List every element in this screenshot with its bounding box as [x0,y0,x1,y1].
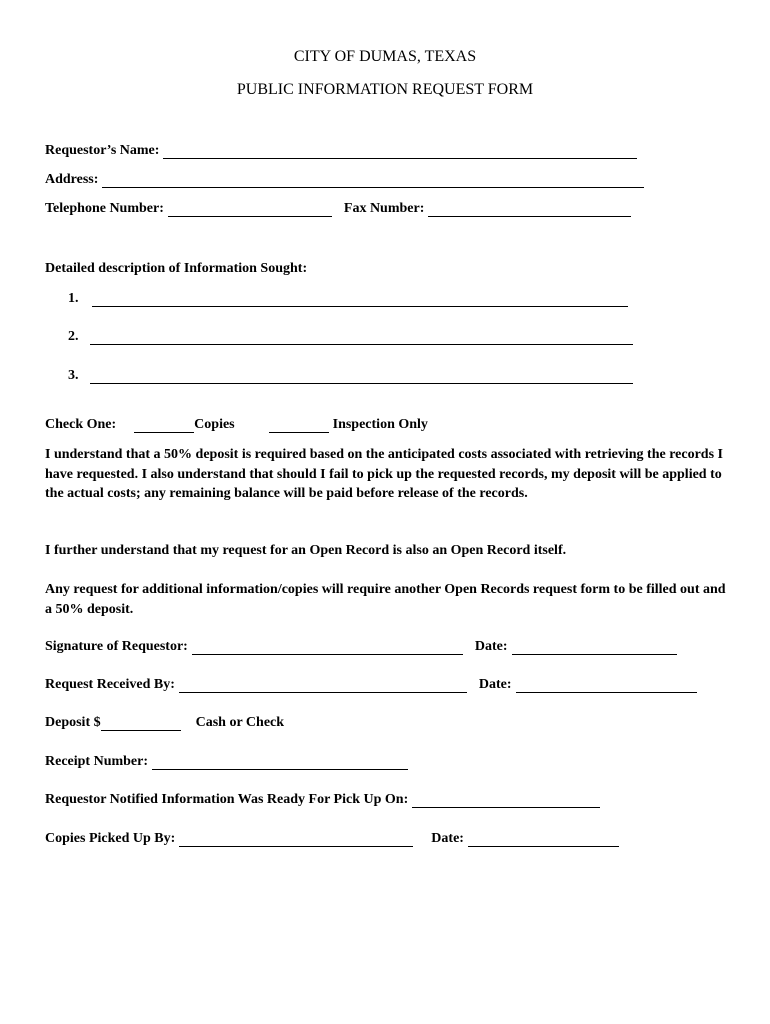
requestor-name-row [45,143,637,159]
additional-request-paragraph [45,580,730,619]
description-field-2[interactable] [90,332,633,345]
cash-or-check-label: Cash or Check [195,715,285,730]
receipt-number-field[interactable] [152,757,408,770]
telephone-field[interactable] [168,204,332,217]
deposit-label: Deposit $ [45,715,101,730]
telephone-label: Telephone Number: [45,201,164,216]
received-date-label: Date: [478,677,512,692]
copies-check-field[interactable] [134,420,194,433]
deposit-text: I understand that a 50% deposit is required based on the anticipated costs associated with retrieving the records I have requested. I also understand that should I fail to pick up the requested records, my deposit will be applied to the actual costs; any remaining balance will be paid before release of the records. [45,447,723,501]
signature-date-label: Date: [474,639,508,654]
address-label: Address: [45,172,99,187]
additional-request-text: Any request for additional information/copies will require another Open Records request form to be filled out and a 50% deposit. [45,582,726,617]
deposit-amount-field[interactable] [101,718,181,731]
requestor-name-field[interactable] [163,146,637,159]
picked-up-date-field[interactable] [468,834,619,847]
open-record-paragraph [45,541,730,561]
description-line-3 [68,368,633,384]
receipt-row [45,754,408,770]
fax-field[interactable] [428,204,631,217]
signature-label: Signature of Requestor: [45,639,188,654]
signature-row [45,639,677,655]
notified-date-field[interactable] [412,795,600,808]
description-line-2 [68,329,633,345]
copies-option-label: Copies [194,417,235,432]
telephone-fax-row [45,201,631,217]
signature-date-field[interactable] [512,642,677,655]
open-record-text: I further understand that my request for an Open Record is also an Open Record itself. [45,543,567,558]
description-item-number: 2. [68,329,79,344]
inspection-check-field[interactable] [269,420,329,433]
received-by-label: Request Received By: [45,677,175,692]
description-field-1[interactable] [92,294,628,307]
check-one-label: Check One: [45,417,117,432]
received-by-field[interactable] [179,680,467,693]
receipt-number-label: Receipt Number: [45,754,149,769]
description-item-number: 3. [68,368,79,383]
requestor-name-label: Requestor’s Name: [45,143,160,158]
deposit-paragraph [45,445,730,504]
picked-up-date-label: Date: [431,831,464,846]
address-row [45,172,644,188]
city-heading: CITY OF DUMAS, TEXAS [293,48,477,65]
notified-label: Requestor Notified Information Was Ready For Pick Up On: [45,792,409,807]
received-row [45,677,697,693]
description-field-3[interactable] [90,371,633,384]
form-title: PUBLIC INFORMATION REQUEST FORM [236,81,534,98]
description-heading: Detailed description of Information Sought: [45,261,308,276]
fax-label: Fax Number: [343,201,425,216]
description-item-number: 1. [68,291,79,306]
picked-up-row [45,831,619,847]
received-date-field[interactable] [516,680,697,693]
deposit-row [45,715,284,731]
address-field[interactable] [102,175,644,188]
check-one-row [45,417,428,433]
picked-up-by-field[interactable] [179,834,413,847]
signature-field[interactable] [192,642,463,655]
notified-row [45,792,600,808]
picked-up-by-label: Copies Picked Up By: [45,831,176,846]
description-line-1 [68,291,628,307]
inspection-option-label: Inspection Only [332,417,428,432]
